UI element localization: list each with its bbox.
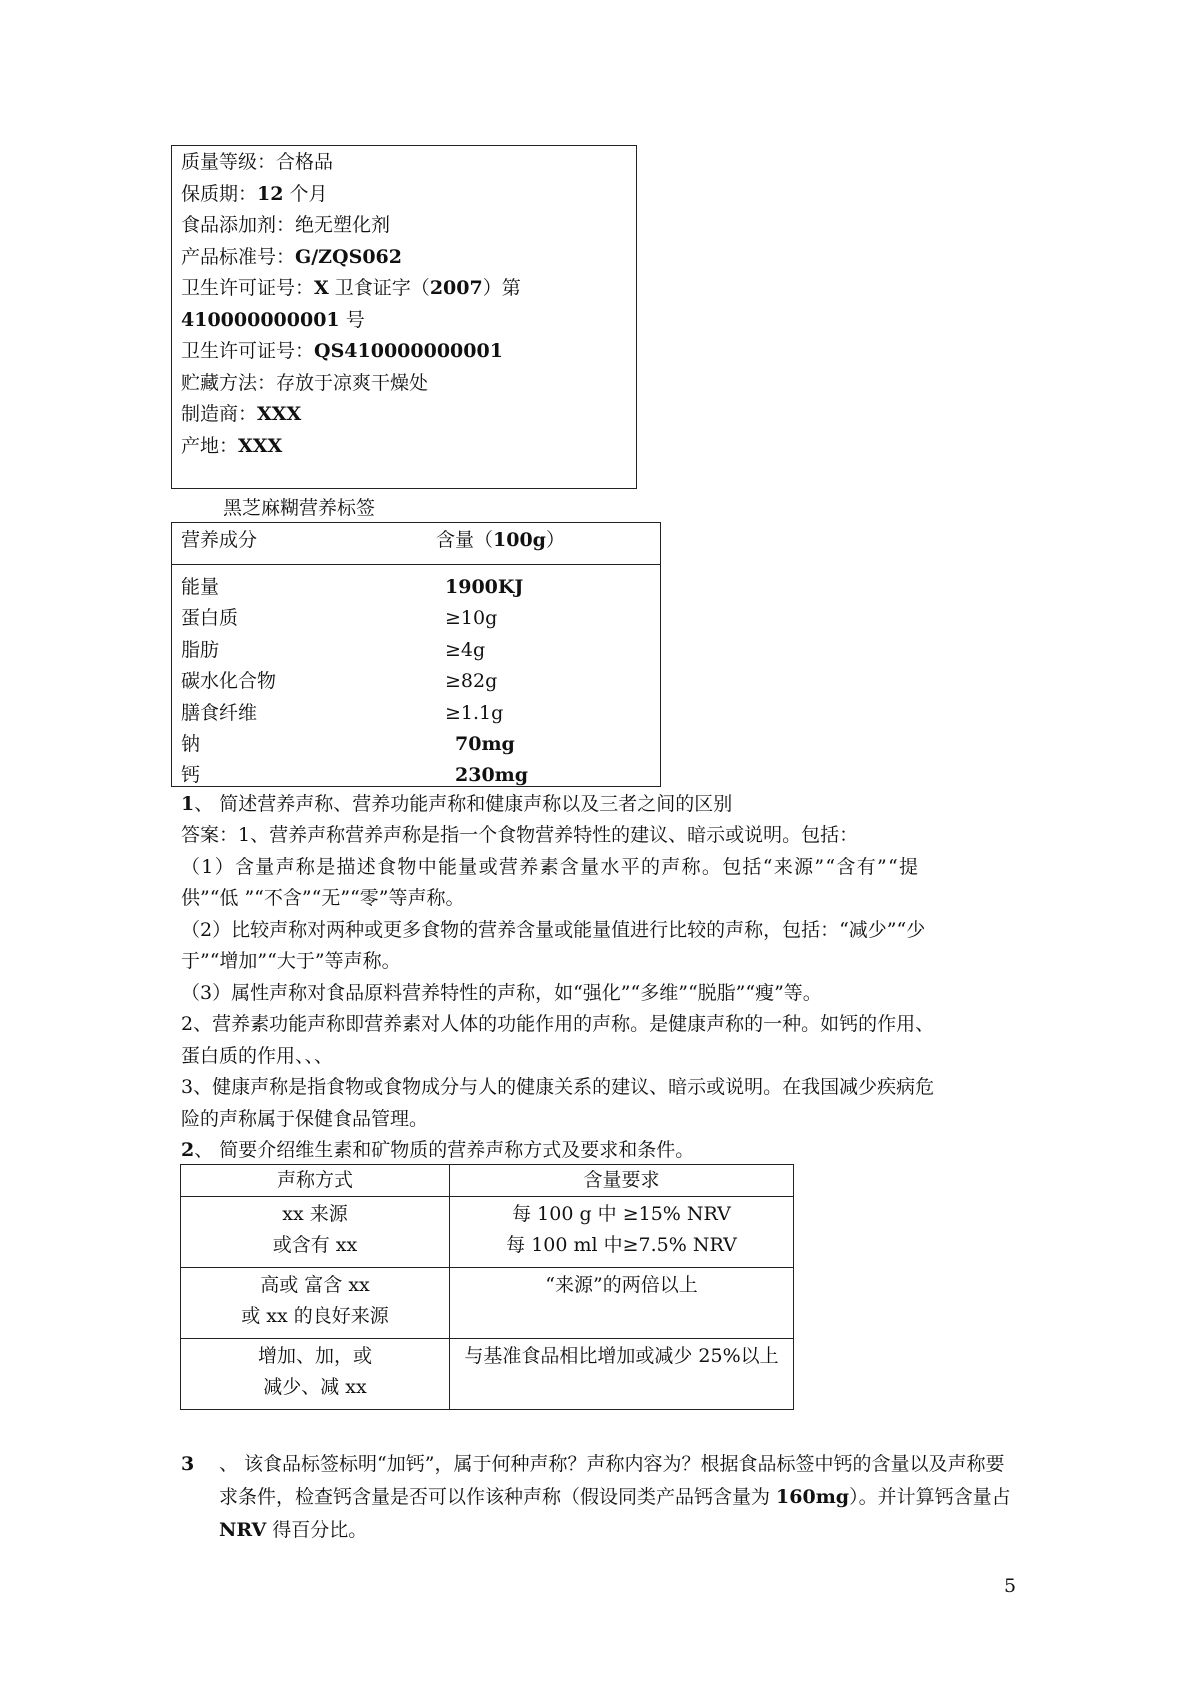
info-line-license — [181, 276, 521, 300]
header-amount — [436, 528, 565, 552]
info-line-standard — [181, 245, 402, 269]
info-label: 卫生许可证号： — [181, 277, 315, 299]
info-label: 质量等级： — [181, 151, 277, 173]
info-value: 2007 — [429, 277, 483, 299]
nutrient-amount: ≥4g — [445, 639, 486, 661]
cell-line: xx 来源 — [282, 1203, 348, 1225]
info-value: 410000000001 — [181, 309, 340, 331]
question-text-bold: NRV — [219, 1519, 267, 1541]
question-text: 、 简要介绍维生素和矿物质的营养声称方式及要求和条件。 — [194, 1139, 695, 1161]
claim-method-cell — [181, 1339, 450, 1410]
question-3 — [181, 1448, 1021, 1547]
question-text-bold: 160mg — [776, 1486, 850, 1508]
question-number: 3 — [181, 1453, 195, 1475]
requirement-cell — [450, 1197, 794, 1268]
info-label: 贮藏方法： — [181, 372, 277, 394]
info-value: 绝无塑化剂 — [295, 214, 391, 236]
info-value: 合格品 — [276, 151, 334, 173]
cell-line: 或 xx 的良好来源 — [241, 1305, 389, 1327]
header-nutrient: 营养成分 — [181, 529, 258, 551]
claim-method-cell — [181, 1197, 450, 1268]
nutrition-table — [171, 522, 661, 787]
nutrient-name: 能量 — [181, 576, 220, 598]
nutrient-amount: 230mg — [455, 764, 529, 786]
question-text — [219, 1448, 1021, 1547]
answer-line: （1）含量声称是描述食物中能量或营养素含量水平的声称。包括“来源”“含有”“提 — [181, 856, 920, 878]
info-value: XXX — [257, 403, 302, 425]
cell-line: 每 100 g 中 ≥15% NRV — [512, 1203, 731, 1225]
info-line-manufacturer — [181, 402, 301, 426]
nutrient-amount: 70mg — [455, 733, 515, 755]
info-label: 卫生许可证号： — [181, 340, 315, 362]
question-text-part: ）。并计算钙含量占 — [849, 1486, 1011, 1508]
info-value: 12 — [257, 183, 284, 205]
info-line-license-qs — [181, 339, 503, 363]
nutrient-amount: 1900KJ — [445, 576, 524, 598]
answer-line: 3、健康声称是指食物或食物成分与人的健康关系的建议、暗示或说明。在我国减少疾病危 — [181, 1076, 935, 1098]
nutrient-name: 膳食纤维 — [181, 702, 258, 724]
table-row — [181, 1339, 794, 1410]
info-line-storage — [181, 371, 428, 395]
info-suffix: 号 — [339, 309, 365, 331]
requirement-cell — [450, 1339, 794, 1410]
cell-line: 与基准食品相比增加或减少 25%以上 — [464, 1345, 779, 1367]
claims-table — [180, 1164, 794, 1410]
question-text-part: 、 该食品标签标明“加钙”，属于何种声称？声称内容为？根据食品标签中钙的含量以及声称要求条件，检查钙含量是否可以作该种声称（假设同类产品钙含量为 — [219, 1453, 1005, 1508]
info-value: QS410000000001 — [314, 340, 503, 362]
question-2 — [181, 1135, 1021, 1167]
header-amount-suffix: ） — [545, 529, 565, 551]
answer-line: 2、营养素功能声称即营养素对人体的功能作用的声称。是健康声称的一种。如钙的作用、 — [181, 1013, 935, 1035]
info-line-additive — [181, 213, 390, 237]
cell-line: 每 100 ml 中≥7.5% NRV — [506, 1234, 737, 1256]
info-value: G/ZQS062 — [295, 246, 402, 268]
answer-line: 供”“低 ”“不含”“无”“零”等声称。 — [181, 887, 465, 909]
requirement-cell — [450, 1268, 794, 1339]
header-content-requirement: 含量要求 — [450, 1165, 794, 1197]
nutrient-name: 脂肪 — [181, 639, 220, 661]
table-row — [181, 1197, 794, 1268]
info-label: 保质期： — [181, 183, 258, 205]
info-line-grade — [181, 150, 333, 174]
cell-line: 或含有 xx — [272, 1234, 358, 1256]
info-suffix: 卫食证字（ — [328, 277, 430, 299]
nutrient-name: 钠 — [181, 733, 201, 755]
answer-line: 蛋白质的作用、、、 — [181, 1045, 334, 1067]
answer-line: 险的声称属于保健食品管理。 — [181, 1108, 429, 1130]
claims-table-header — [181, 1165, 794, 1197]
cell-line: 高或 富含 xx — [260, 1274, 370, 1296]
info-suffix: 个月 — [283, 183, 328, 205]
info-label: 产品标准号： — [181, 246, 296, 268]
answer-line: 答案：1、营养声称营养声称是指一个食物营养特性的建议、暗示或说明。包括： — [181, 824, 859, 846]
info-line-origin — [181, 434, 282, 458]
question-1 — [181, 789, 1021, 821]
cell-line: “来源”的两倍以上 — [545, 1274, 698, 1296]
nutrient-amount: ≥82g — [445, 670, 498, 692]
cell-line: 减少、减 xx — [263, 1376, 367, 1398]
nutrient-name: 蛋白质 — [181, 607, 239, 629]
nutrient-name: 钙 — [181, 764, 201, 786]
nutrition-title: 黑芝麻糊营养标签 — [223, 497, 376, 519]
answer-line: （2）比较声称对两种或更多食物的营养含量或能量值进行比较的声称，包括：“减少”“少 — [181, 919, 926, 941]
nutrient-amount: ≥10g — [445, 607, 498, 629]
header-amount-prefix: 含量（ — [436, 529, 494, 551]
info-label: 制造商： — [181, 403, 258, 425]
info-label: 食品添加剂： — [181, 214, 296, 236]
question-text: 、 简述营养声称、营养功能声称和健康声称以及三者之间的区别 — [194, 793, 733, 815]
header-amount-unit: 100g — [493, 529, 546, 551]
answer-line: 于”“增加”“大于”等声称。 — [181, 950, 401, 972]
question-number: 1 — [181, 793, 195, 815]
info-value: XXX — [238, 435, 283, 457]
info-value: 存放于凉爽干燥处 — [276, 372, 429, 394]
table-row — [181, 1268, 794, 1339]
answer-line: （3）属性声称对食品原料营养特性的声称，如“强化”“多维”“脱脂”“瘦”等。 — [181, 982, 822, 1004]
nutrient-name: 碳水化合物 — [181, 670, 277, 692]
page-number: 5 — [1004, 1575, 1017, 1597]
question-text-part: 得百分比。 — [266, 1519, 368, 1541]
info-label: 产地： — [181, 435, 239, 457]
cell-line: 增加、加，或 — [257, 1345, 372, 1367]
nutrient-amount: ≥1.1g — [445, 702, 504, 724]
claim-method-cell — [181, 1268, 450, 1339]
info-line-license-number — [181, 308, 365, 332]
info-suffix: ）第 — [482, 277, 521, 299]
info-value: X — [314, 277, 329, 299]
product-info-box — [171, 145, 637, 489]
info-line-shelf-life — [181, 182, 328, 206]
header-claim-method: 声称方式 — [181, 1165, 450, 1197]
nutrition-header — [172, 523, 660, 565]
question-number: 2 — [181, 1139, 195, 1161]
